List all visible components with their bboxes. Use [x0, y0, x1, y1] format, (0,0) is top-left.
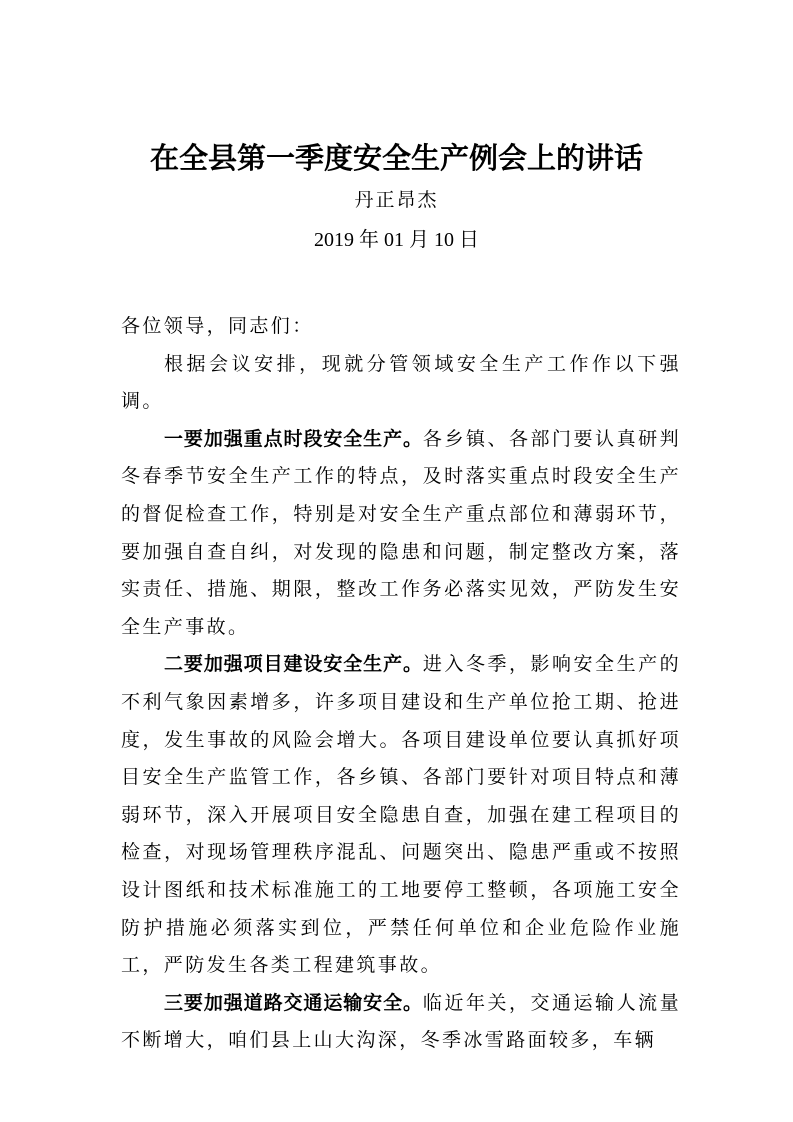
section-paragraph-1	[121, 421, 681, 647]
section-text-3: 临近年关，交通运输人流量不断增大，咱们县上山大沟深，冬季冰雪路面较多，车辆	[121, 991, 681, 1052]
document-date: 2019 年 01 月 10 日	[314, 229, 479, 251]
section-text-2: 进入冬季，影响安全生产的不利气象因素增多，许多项目建设和生产单位抢工期、抢进度，发生事故的风险会增大。各项目建设单位要认真抓好项目安全生产监管工作，各乡镇、各部门要针对项目特点和薄弱环节，深入开展项目安全隐患自查，加强在建工程项目的检查，对现场管理秩序混乱、问题突出、隐患严重或不按照设计图纸和技术标准施工的工地要停工整顿，各项施工安全防护措施必须落实到位，严禁任何单位和企业危险作业施工，严防发生各类工程建筑事故。	[121, 653, 681, 977]
section-text-1: 各乡镇、各部门要认真研判冬春季节安全生产工作的特点，及时落实重点时段安全生产的督促检查工作，特别是对安全生产重点部位和薄弱环节，要加强自查自纠，对发现的隐患和问题，制定整改方案，落实责任、措施、期限，整改工作务必落实见效，严防发生安全生产事故。	[121, 427, 681, 638]
section-paragraph-3	[121, 985, 681, 1060]
section-heading-2: 二要加强项目建设安全生产。	[164, 653, 423, 676]
section-heading-1: 一要加强重点时段安全生产。	[164, 427, 423, 450]
intro-paragraph: 根据会议安排，现就分管领域安全生产工作作以下强调。	[121, 352, 681, 413]
salutation: 各位领导，同志们：	[121, 315, 314, 337]
section-heading-3: 三要加强道路交通运输安全。	[164, 991, 423, 1014]
author-name: 丹正昂杰	[354, 189, 439, 211]
document-title: 在全县第一季度安全生产例会上的讲话	[149, 141, 643, 175]
document-body	[121, 308, 681, 1060]
section-paragraph-2	[121, 646, 681, 984]
